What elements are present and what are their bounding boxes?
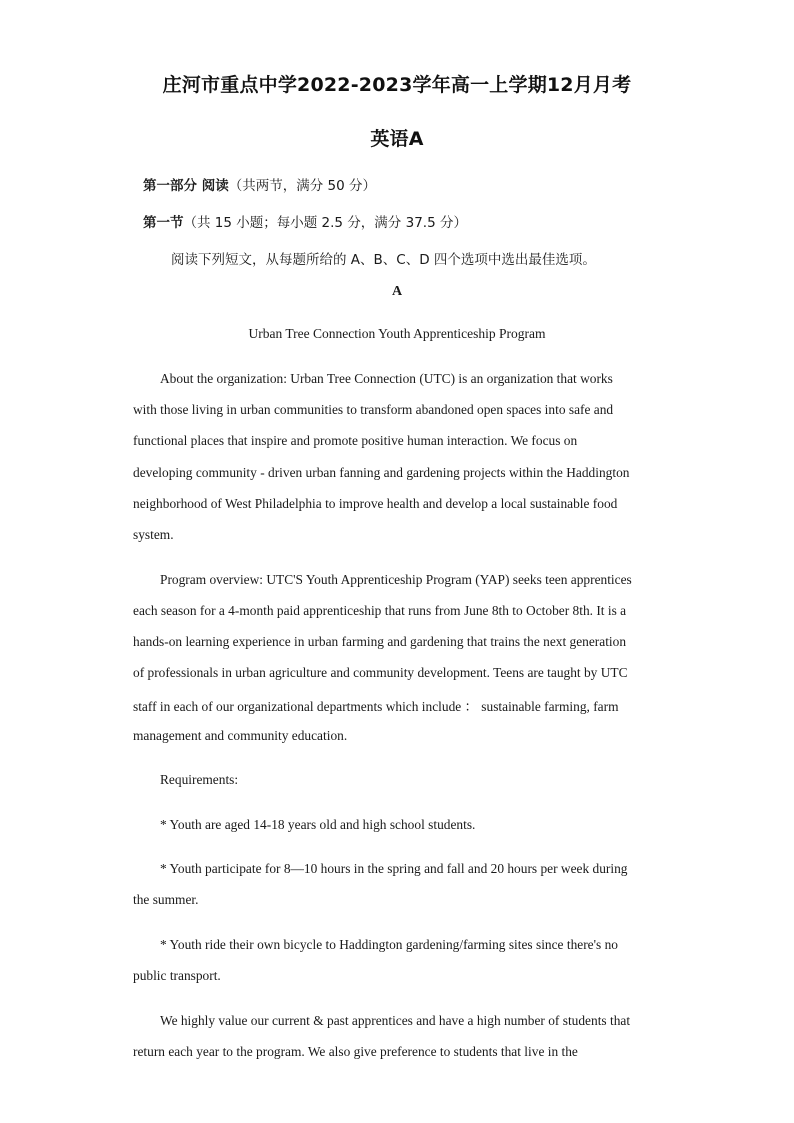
passage-line: each season for a 4-month paid apprenticeship that runs from June 8th to October 8th. It is a [133, 603, 627, 618]
passage-line: return each year to the program. We also give preference to students that live in the [133, 1044, 578, 1059]
passage-line: developing community - driven urban fanning and gardening projects within the Haddington [133, 465, 630, 480]
requirement-item: * Youth ride their own bicycle to Haddington gardening/farming sites since there's no [160, 937, 618, 952]
part-heading [143, 174, 376, 194]
passage-line: Program overview: UTC'S Youth Apprenticeship Program (YAP) seeks teen apprentices [160, 572, 632, 587]
passage-line: functional places that inspire and promote positive human interaction. We focus on [133, 433, 578, 448]
requirement-item: * Youth participate for 8—10 hours in the spring and fall and 20 hours per week during [160, 861, 628, 876]
exam-title: 庄河市重点中学2022-2023学年高一上学期12月月考 [162, 74, 632, 96]
requirement-item: * Youth are aged 14-18 years old and high school students. [160, 817, 476, 832]
section-heading [143, 211, 467, 231]
passage-line: We highly value our current & past apprentices and have a high number of students that [160, 1013, 631, 1028]
passage-line: management and community education. [133, 728, 348, 743]
section-label: 第一节 [143, 215, 184, 231]
passage-line: hands-on learning experience in urban farming and gardening that trains the next generation [133, 634, 627, 649]
part-detail: （共两节，满分 50 分） [228, 178, 376, 194]
passage-line: neighborhood of West Philadelphia to improve health and develop a local sustainable food [133, 496, 618, 511]
passage-line: the summer. [133, 892, 199, 907]
passage-title: Urban Tree Connection Youth Apprenticeship Program [248, 326, 546, 341]
instruction: 阅读下列短文，从每题所给的 A、B、C、D 四个选项中选出最佳选项。 [171, 252, 596, 268]
passage-line: with those living in urban communities to transform abandoned open spaces into safe and [133, 402, 614, 417]
requirements-heading: Requirements: [160, 772, 239, 787]
passage-line: staff in each of our organizational departments which include ： sustainable farming, farm [133, 699, 619, 714]
exam-subject: 英语A [370, 128, 424, 150]
passage-line: About the organization: Urban Tree Connection (UTC) is an organization that works [160, 371, 613, 386]
part-label: 第一部分 阅读 [143, 178, 229, 194]
passage-letter: A [391, 284, 403, 299]
passage-line: public transport. [133, 968, 221, 983]
passage-line: system. [133, 527, 174, 542]
section-detail: （共 15 小题；每小题 2.5 分，满分 37.5 分） [183, 215, 467, 231]
passage-line: of professionals in urban agriculture and community development. Teens are taught by UTC [133, 665, 628, 680]
